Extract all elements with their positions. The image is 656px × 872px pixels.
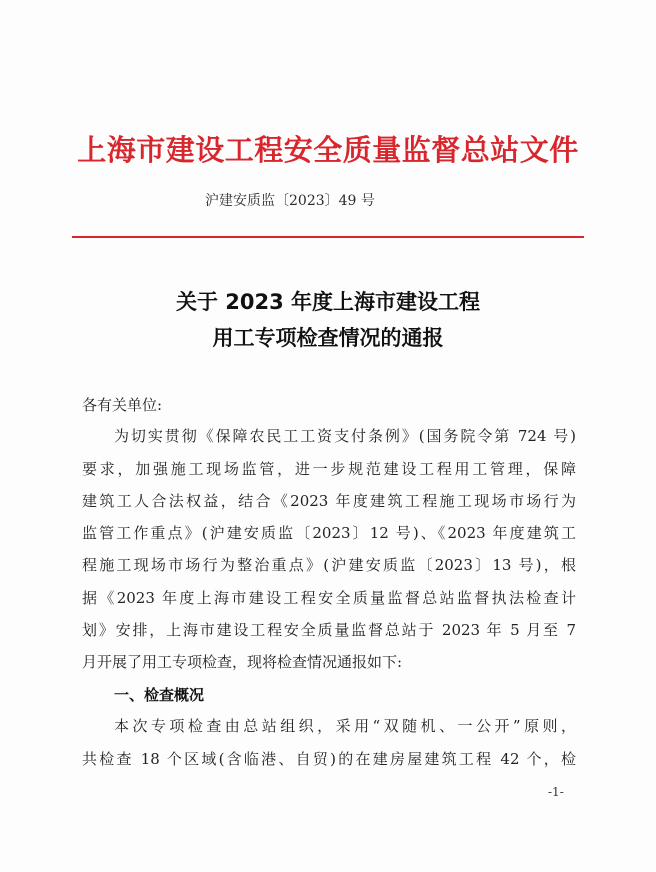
- notice-title-line-1: 关于 2023 年度上海市建设工程: [175, 290, 481, 314]
- section-heading: 一、检查概况: [114, 686, 205, 704]
- paragraph-line: 程施工现场市场行为整治重点》(沪建安质监〔2023〕13 号)，根: [82, 556, 576, 574]
- org-header-title: 上海市建设工程安全质量监督总站文件: [77, 133, 579, 167]
- document-number: 沪建安质监〔2023〕49 号: [205, 193, 375, 209]
- paragraph-line: 建筑工人合法权益，结合《2023 年度建筑工程施工现场市场行为: [82, 492, 576, 510]
- page-number: -1-: [548, 785, 564, 799]
- paragraph-line: 监管工作重点》(沪建安质监〔2023〕12 号)、《2023 年度建筑工: [82, 524, 576, 542]
- notice-title-line-2: 用工专项检查情况的通报: [212, 326, 444, 350]
- paragraph-line: 为切实贯彻《保障农民工工资支付条例》(国务院令第 724 号): [114, 427, 576, 445]
- paragraph-line: 据《2023 年度上海市建设工程安全质量监督总站监督执法检查计: [82, 589, 576, 607]
- paragraph-line: 共检查 18 个区域(含临港、自贸)的在建房屋建筑工程 42 个，检: [82, 750, 576, 768]
- paragraph-line: 要求，加强施工现场监管，进一步规范建设工程用工管理，保障: [82, 460, 576, 478]
- paragraph-line: 月开展了用工专项检查，现将检查情况通报如下:: [82, 653, 403, 671]
- paragraph-line: 划》安排，上海市建设工程安全质量监督总站于 2023 年 5 月至 7: [82, 621, 576, 639]
- paragraph-line: 本次专项检查由总站组织，采用“双随机、一公开”原则，: [114, 717, 576, 735]
- header-divider: [72, 236, 584, 238]
- salutation: 各有关单位:: [82, 396, 163, 414]
